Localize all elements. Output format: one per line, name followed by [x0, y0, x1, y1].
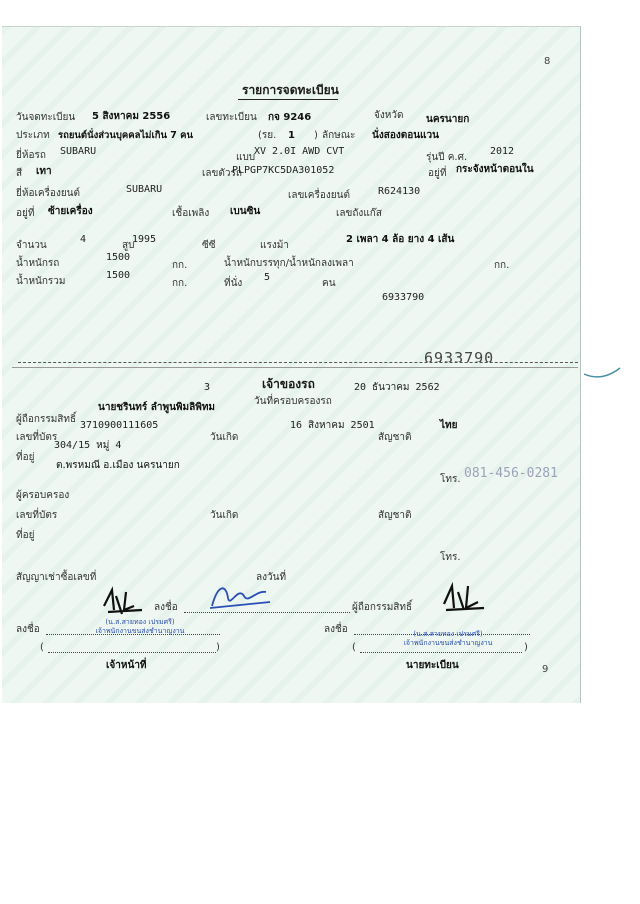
rs-label: (รย.: [258, 130, 277, 141]
binding-mark: [582, 364, 622, 384]
engine-location-label: อยู่ที่: [16, 208, 35, 219]
gross: 1500: [106, 270, 131, 281]
registrar-paren-right: ): [524, 642, 528, 653]
owner-address-line1: 304/15 หมู่ 4: [54, 440, 122, 451]
province: นครนายก: [426, 114, 470, 125]
owner-label: ผู้ถือกรรมสิทธิ์: [16, 414, 77, 425]
seats: 5: [264, 272, 271, 283]
registrar-stamp-title: เจ้าพนักงานขนส่งชำนาญงาน: [403, 639, 493, 647]
engine-brand: SUBARU: [126, 184, 163, 195]
possession-date: 20 ธันวาคม 2562: [354, 382, 440, 393]
model: XV 2.0I AWD CVT: [254, 146, 345, 157]
officer-signature: [98, 584, 146, 618]
brand-label: ยี่ห้อรถ: [16, 150, 46, 161]
cylinders: 4: [80, 234, 87, 245]
load-unit: กก.: [494, 260, 510, 271]
owner-phone: 081-456-0281: [464, 466, 558, 481]
separator-line: [12, 367, 578, 368]
chassis: PLPGP7KC5DA301052: [232, 165, 335, 176]
officer-paren-right: ): [216, 642, 220, 653]
owner-sequence: 3: [204, 382, 211, 393]
type-label: ประเภท: [16, 130, 50, 141]
owner-name: นายชรินทร์ ลำพูนพิมลิพิทม: [98, 402, 216, 413]
gross-label: น้ำหนักรวม: [16, 276, 66, 287]
registrar-signature: [438, 580, 488, 616]
sign-label: ลงชื่อ: [154, 602, 178, 613]
rs-value: 1: [288, 130, 295, 141]
officer-stamp: [92, 618, 188, 636]
engine-brand-label: ยี่ห้อเครื่องยนต์: [16, 188, 81, 199]
officer-paren-left: (: [40, 642, 44, 653]
cylinder-unit: สูบ: [122, 240, 135, 251]
owner-phone-label: โทร.: [440, 474, 461, 485]
model-year-label: รุ่นปี ค.ศ.: [426, 152, 468, 163]
possessor-phone-label: โทร.: [440, 552, 461, 563]
book-number-stamp: 6933790: [424, 350, 495, 362]
owner-dob-label: วันเกิด: [210, 432, 239, 443]
engine-no: R624130: [378, 186, 421, 197]
province-label: จังหวัด: [374, 110, 404, 121]
type: รถยนต์นั่งส่วนบุคคลไม่เกิน 7 คน: [58, 130, 194, 141]
possession-label: วันที่ครอบครองรถ: [254, 396, 332, 407]
owner-nationality-label: สัญชาติ: [378, 432, 412, 443]
plate-label: เลขทะเบียน: [206, 112, 257, 123]
officer-title: เจ้าหน้าที่: [106, 660, 147, 671]
hire-purchase-label: สัญญาเช่าซื้อเลขที่: [16, 572, 97, 583]
registrar-name-line: [360, 652, 522, 653]
owner-id-label: เลขที่บัตร: [16, 432, 58, 443]
hp-label: แรงม้า: [260, 240, 289, 251]
chassis-at-label: อยู่ที่: [428, 168, 447, 179]
owner-sign-label: ผู้ถือกรรมสิทธิ์: [352, 602, 413, 613]
perforation-line: [18, 362, 578, 363]
heading-underline: [238, 99, 338, 100]
seats-unit: คน: [322, 278, 336, 289]
character-label: ลักษณะ: [322, 130, 356, 141]
registration-page: [2, 26, 581, 703]
weight-label: น้ำหนักรถ: [16, 258, 60, 269]
owner-signature: [206, 578, 276, 612]
engine-no-label: เลขเครื่องยนต์: [288, 190, 350, 201]
cc: 1995: [132, 234, 157, 245]
registrar-title: นายทะเบียน: [406, 660, 459, 671]
book-number: 6933790: [382, 292, 425, 303]
registrar-paren-left: (: [352, 642, 356, 653]
fuel-label: เชื้อเพลิง: [172, 208, 210, 219]
reg-date: 5 สิงหาคม 2556: [92, 111, 171, 122]
brand: SUBARU: [60, 146, 97, 157]
officer-stamp-name: (น.ส.สายทอง เปรมศรี): [105, 618, 175, 626]
kg-unit: กก.: [172, 260, 188, 271]
possessor-address-label: ที่อยู่: [16, 530, 35, 541]
reg-date-label: วันจดทะเบียน: [16, 112, 76, 123]
axles: 2 เพลา 4 ล้อ ยาง 4 เส้น: [346, 234, 455, 245]
fuel: เบนซิน: [230, 206, 261, 217]
engine-location: ซ้ายเครื่อง: [48, 206, 93, 217]
owner-address-line2: ต.พรหมณี อ.เมือง นครนายก: [56, 460, 180, 471]
officer-name-line: [48, 652, 216, 653]
load-label: น้ำหนักบรรทุก/น้ำหนักลงเพลา: [224, 258, 354, 269]
color: เทา: [36, 166, 52, 177]
registrar-stamp: [398, 630, 498, 648]
page-number-bottom: 9: [542, 664, 549, 675]
gross-unit: กก.: [172, 278, 188, 289]
page-number-top: 8: [544, 56, 551, 67]
contract-date-label: ลงวันที่: [256, 572, 287, 583]
possessor-nationality-label: สัญชาติ: [378, 510, 412, 521]
model-year: 2012: [490, 146, 515, 157]
chassis-label: เลขตัวรถ: [202, 168, 242, 179]
chassis-location: กระจังหน้าตอนใน: [456, 164, 534, 175]
owner-dob: 16 สิงหาคม 2501: [290, 420, 375, 431]
owner-id-card: 3710900111605: [80, 420, 159, 431]
possessor-label: ผู้ครอบครอง: [16, 490, 70, 501]
rs-close: ): [314, 130, 318, 141]
owner-address-label: ที่อยู่: [16, 452, 35, 463]
registration-heading: รายการจดทะเบียน: [242, 83, 339, 97]
officer-stamp-title: เจ้าพนักงานขนส่งชำนาญงาน: [95, 627, 185, 635]
model-label: แบบ: [236, 152, 256, 163]
registrar-sign-label: ลงชื่อ: [324, 624, 348, 635]
possessor-dob-label: วันเกิด: [210, 510, 239, 521]
plate: กจ 9246: [268, 112, 312, 123]
officer-sign-label: ลงชื่อ: [16, 624, 40, 635]
gas-tank-label: เลขถังแก๊ส: [336, 208, 382, 219]
owner-nationality: ไทย: [440, 420, 458, 431]
count-label: จำนวน: [16, 240, 47, 251]
color-label: สี: [16, 168, 23, 179]
sign-line: [184, 612, 350, 613]
possessor-id-label: เลขที่บัตร: [16, 510, 58, 521]
owner-heading: เจ้าของรถ: [262, 377, 315, 391]
character: นั่งสองตอนแวน: [372, 130, 439, 141]
registrar-stamp-name: (น.ส.สายทอง เปรมศรี): [413, 630, 483, 638]
seats-label: ที่นั่ง: [224, 278, 243, 289]
weight: 1500: [106, 252, 131, 263]
cc-unit: ซีซี: [202, 240, 216, 251]
